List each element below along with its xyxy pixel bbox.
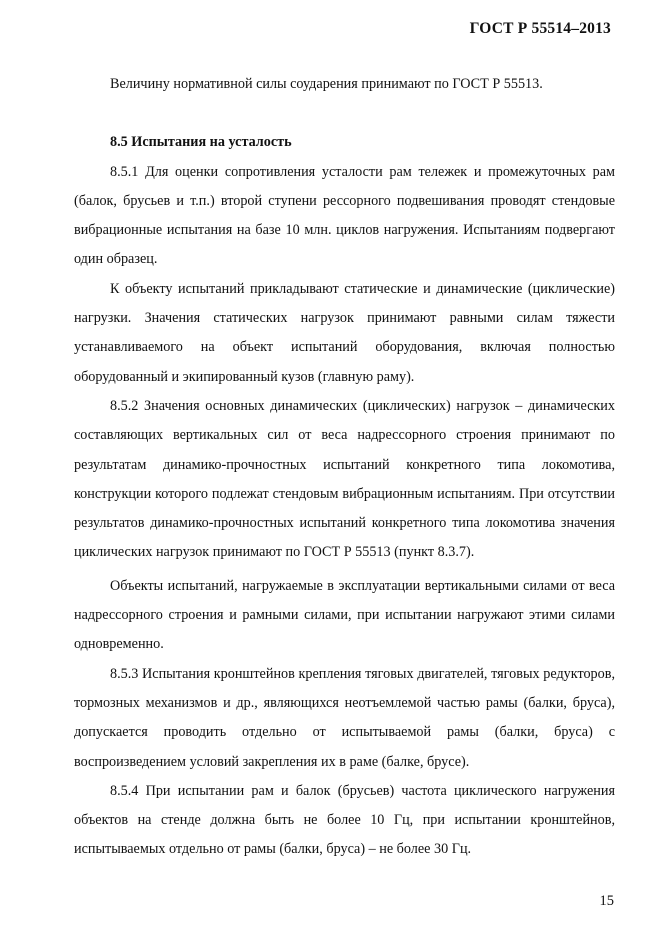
standard-header: ГОСТ Р 55514–2013: [469, 20, 611, 37]
page-number: 15: [599, 893, 614, 909]
document-body: [74, 70, 615, 865]
paragraph-objects: Объекты испытаний, нагружаемые в эксплуатации вертикальными силами от веса надрессорного строения и рамными силами, при испытании нагружают этими силами одновременно.: [74, 577, 615, 653]
paragraph-8-5-4: 8.5.4 При испытании рам и балок (брусьев) частота циклического нагружения объектов на стенде должна быть не более 10 Гц, при испытании кронштейнов, испытываемых отдельно от рамы (балки, бруса) – не более 30 Гц.: [74, 782, 615, 858]
paragraph-impact-force: Величину нормативной силы соударения принимают по ГОСТ Р 55513.: [110, 76, 543, 92]
paragraph-8-5-2: 8.5.2 Значения основных динамических (циклических) нагрузок – динамических составляющих вертикальных сил от веса надрессорного строения принимают по результатам динамико-прочностных испытаний конкретного типа локомотива, конструкции которого подлежат стендовым вибрационным испытаниям. При отсутствии результатов динамико-прочностных испытаний конкретного типа локомотива значения циклических нагрузок принимают по ГОСТ Р 55513 (пункт 8.3.7).: [74, 397, 615, 561]
paragraph-8-5-1: 8.5.1 Для оценки сопротивления усталости рам тележек и промежуточных рам (балок, брусьев и т.п.) второй ступени рессорного подвешивания проводят стендовые вибрационные испытания на базе 10 млн. циклов нагружения. Испытаниям подвергают один образец.: [74, 163, 615, 268]
paragraph-loads: К объекту испытаний прикладывают статические и динамические (циклические) нагрузки. Значения статических нагрузок принимают равными силам тяжести устанавливаемого на объект испытаний оборудования, включая полностью оборудованный и экипированный кузов (главную раму).: [74, 280, 615, 385]
paragraph-8-5-3: 8.5.3 Испытания кронштейнов крепления тяговых двигателей, тяговых редукторов, тормозных механизмов и др., являющихся неотъемлемой частью рамы (балки, бруса), допускается проводить отдельно от испытываемой рамы (балки, бруса) с воспроизведением условий закрепления их в раме (балке, брусе).: [74, 665, 615, 770]
section-heading: 8.5 Испытания на усталость: [110, 134, 292, 151]
